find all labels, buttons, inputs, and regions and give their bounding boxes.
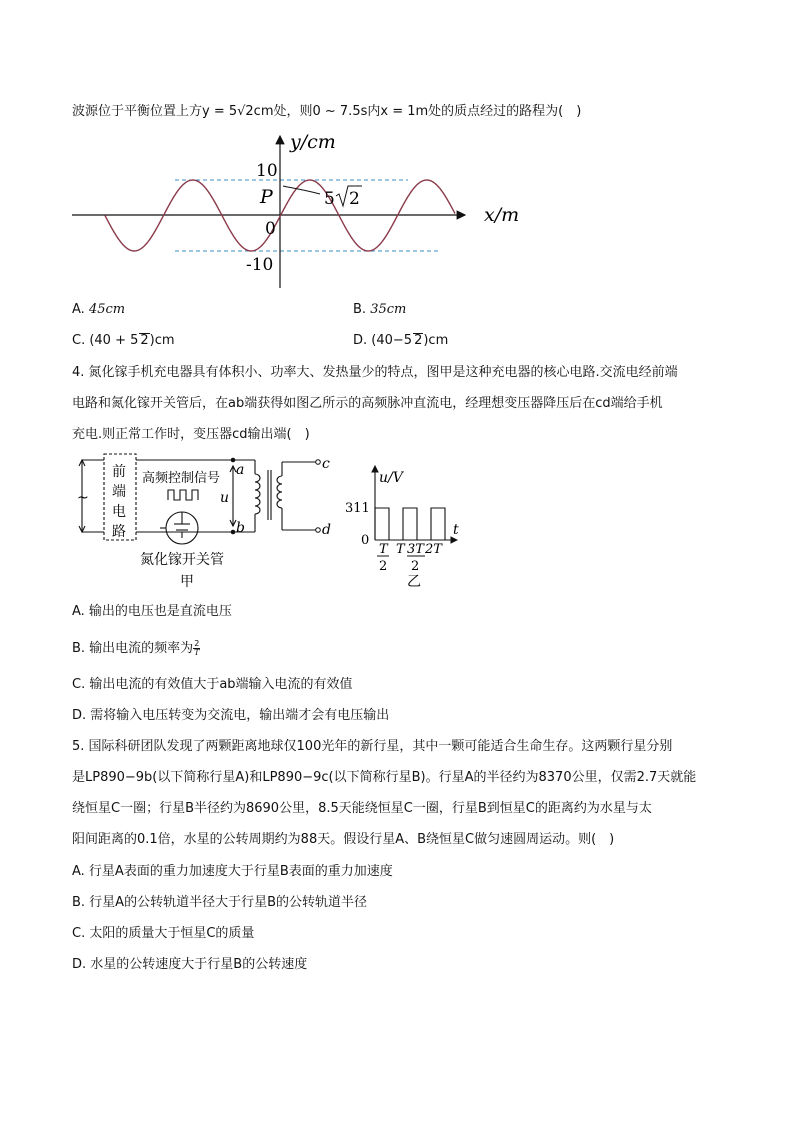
tick-3half-num: 3T	[407, 542, 424, 557]
figure-a-caption: 甲	[180, 574, 194, 590]
y-axis-label: y/cm	[290, 131, 336, 153]
q3-option-b[interactable]: B. 35cm	[353, 302, 407, 317]
figure-b-caption: 乙	[407, 574, 421, 590]
point-value-coef: 5	[324, 189, 335, 209]
tick-3half-den: 2	[411, 559, 420, 574]
switch-label: 氮化镓开关管	[140, 552, 224, 568]
tick-minus-10: -10	[246, 255, 274, 275]
point-value-rad: 2	[349, 189, 360, 209]
pulse-2	[403, 508, 417, 540]
block-char-4: 路	[112, 524, 126, 540]
pulse-figure	[345, 452, 465, 592]
block-char-2: 端	[112, 484, 126, 500]
pulse-1	[375, 508, 389, 540]
pulse-3	[431, 508, 445, 540]
ac-symbol: ~	[77, 490, 89, 506]
terminal-c: c	[322, 456, 330, 472]
terminal-a: a	[236, 462, 245, 478]
terminal-d: d	[322, 522, 331, 538]
q5-stem-line1: 5. 国际科研团队发现了两颗距离地球仅100光年的新行星，其中一颗可能适合生命生存。这两颗行星分别	[72, 739, 673, 754]
signal-label: 高频控制信号	[142, 471, 221, 486]
q5-option-c[interactable]: C. 太阳的质量大于恒星C的质量	[72, 926, 255, 941]
circuit-figure	[70, 452, 355, 592]
tick-0: 0	[265, 219, 276, 239]
tick-2T: 2T	[425, 542, 442, 557]
q4-stem-line2: 电路和氮化镓开关管后，在ab端获得如图乙所示的高频脉冲直流电，经理想变压器降压后在cd端给手机	[72, 396, 663, 411]
pulse-origin: 0	[361, 533, 370, 548]
pulse-y-label: u/V	[379, 470, 403, 486]
pulse-t-label: t	[453, 522, 459, 538]
block-char-3: 电	[112, 504, 126, 520]
q4-option-c[interactable]: C. 输出电流的有效值大于ab端输入电流的有效值	[72, 677, 353, 692]
tick-half-num: T	[379, 542, 388, 557]
p-leader-line	[283, 186, 320, 194]
q3-option-c[interactable]: C. (40 + 5 2)cm	[72, 333, 175, 348]
q5-stem-line3: 绕恒星C一圈；行星B半径约为8690公里，8.5天能绕恒星C一圈，行星B到恒星C的距离约为水星与太	[72, 801, 652, 816]
tick-T: T	[396, 542, 405, 557]
q3-stem: 波源位于平衡位置上方y = 5√2cm处，则0 ~ 7.5s内x = 1m处的质点经过的路程为( )	[72, 104, 582, 119]
terminal-b: b	[236, 520, 245, 536]
q4-stem-line1: 4. 氮化镓手机充电器具有体积小、功率大、发热量少的特点，图甲是这种充电器的核心电路.交流电经前端	[72, 365, 678, 380]
u-label: u	[220, 490, 230, 506]
point-p-label: P	[260, 186, 273, 208]
q5-stem-line4: 阳间距离的0.1倍，水星的公转周期约为88天。假设行星A、B绕恒星C做匀速圆周运动。则( )	[72, 832, 615, 847]
tick-10: 10	[256, 161, 278, 181]
q3-option-d[interactable]: D. (40−5 2)cm	[353, 333, 449, 348]
q5-option-a[interactable]: A. 行星A表面的重力加速度大于行星B表面的重力加速度	[72, 864, 393, 879]
q5-option-b[interactable]: B. 行星A的公转轨道半径大于行星B的公转轨道半径	[72, 895, 367, 910]
q5-option-d[interactable]: D. 水星的公转速度大于行星B的公转速度	[72, 957, 308, 972]
pulse-peak: 311	[345, 501, 370, 516]
q3-option-a[interactable]: A. 45cm	[72, 302, 126, 317]
q4-option-b[interactable]: B. 输出电流的频率为 $\frac{2}{T}$	[72, 639, 200, 657]
x-axis-label: x/m	[484, 204, 520, 226]
block-char-1: 前	[112, 464, 126, 480]
q4-option-a[interactable]: A. 输出的电压也是直流电压	[72, 604, 232, 619]
q5-stem-line2: 是LP890−9b(以下简称行星A)和LP890−9c(以下简称行星B)。行星A的半径约为8370公里，仅需2.7天就能	[72, 770, 697, 785]
q4-stem-line3: 充电.则正常工作时，变压器cd输出端( )	[72, 427, 310, 442]
tick-half-den: 2	[379, 559, 388, 574]
wave-figure	[70, 128, 540, 293]
q4-option-d[interactable]: D. 需将输入电压转变为交流电，输出端才会有电压输出	[72, 708, 390, 723]
frequency-fraction: $\frac{2}{T}$	[194, 639, 200, 657]
